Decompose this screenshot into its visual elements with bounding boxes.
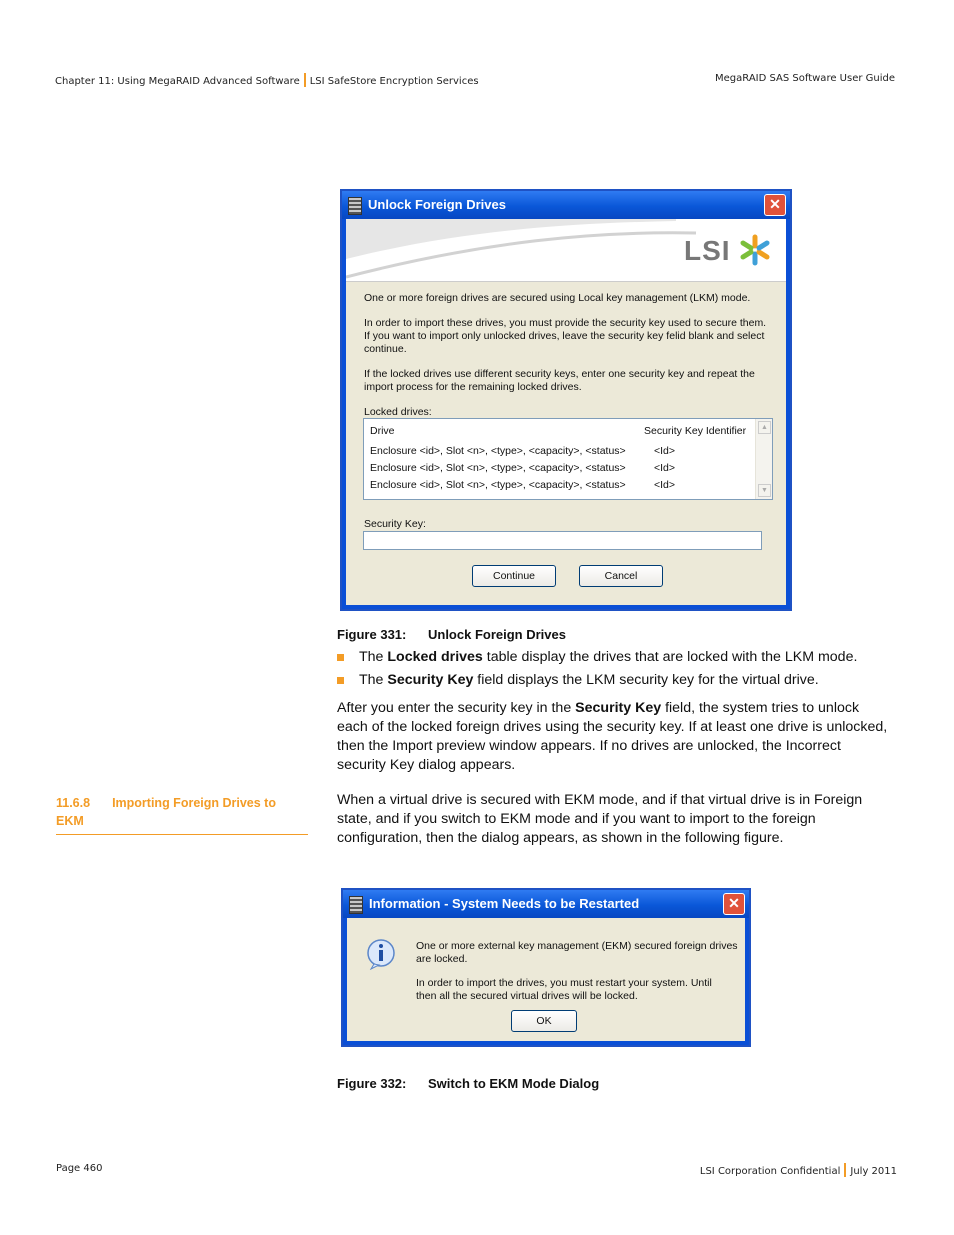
page-footer-right — [700, 1163, 897, 1177]
header-section: LSI SafeStore Encryption Services — [309, 76, 479, 87]
dialog-title: Unlock Foreign Drives — [368, 197, 506, 212]
scroll-down-arrow-icon[interactable]: ▼ — [758, 484, 771, 497]
continue-button[interactable]: Continue — [472, 565, 556, 587]
figure-number: Figure 331: — [337, 627, 407, 642]
table-scrollbar[interactable] — [755, 419, 772, 499]
footer-company: LSI Corporation Confidential — [699, 1166, 841, 1177]
restart-required-dialog — [341, 888, 751, 1047]
bullet-locked-drives — [359, 648, 857, 667]
locked-drives-label: Locked drives: — [364, 406, 432, 418]
restart-message — [416, 977, 712, 1003]
figure-title: Unlock Foreign Drives — [427, 627, 566, 642]
import-instructions — [364, 317, 774, 356]
figure-332-caption — [337, 1076, 599, 1091]
ok-button[interactable]: OK — [511, 1010, 577, 1032]
section-title-line2: EKM — [56, 814, 84, 828]
figure-331-caption — [337, 627, 566, 642]
paragraph-line: each of the locked foreign drives using the security key. If at least one drive is unlocked, — [337, 719, 888, 735]
security-key-input[interactable] — [363, 531, 762, 550]
security-key-label: Security Key: — [364, 518, 426, 530]
bullet-marker — [337, 654, 344, 661]
different-keys-line1: If the locked drives use different security keys, enter one security key and repeat the — [364, 368, 755, 380]
cancel-button[interactable]: Cancel — [579, 565, 663, 587]
close-button[interactable]: ✕ — [764, 194, 786, 216]
figure-title: Switch to EKM Mode Dialog — [427, 1076, 600, 1091]
dialog-title: Information - System Needs to be Restarted — [369, 896, 640, 911]
ekm-paragraph — [337, 791, 862, 848]
paragraph-line: configuration, then the dialog appears, as shown in the following figure. — [337, 830, 784, 846]
paragraph-line: security Key dialog appears. — [337, 757, 516, 773]
server-icon — [348, 197, 362, 215]
row-drive: Enclosure <id>, Slot <n>, <type>, <capacity>, <status> — [370, 479, 626, 491]
header-guide-title: MegaRAID SAS Software User Guide — [715, 73, 895, 84]
header-separator — [304, 73, 306, 87]
message-line: In order to import the drives, you must restart your system. Until — [416, 977, 712, 989]
import-instructions-line2: If you want to import only unlocked drives, leave the security key felid blank and select — [364, 330, 765, 342]
import-instructions-line3: continue. — [364, 343, 407, 355]
table-header — [370, 425, 747, 437]
different-keys-line2: import process for the remaining locked drives. — [364, 381, 582, 393]
footer-date: July 2011 — [850, 1166, 897, 1177]
section-number: 11.6.8 — [56, 796, 91, 810]
unlock-foreign-drives-dialog — [340, 189, 792, 611]
row-key-id: <Id> — [654, 462, 676, 474]
row-key-id: <Id> — [654, 445, 676, 457]
bullet-text: field displays the LKM security key for the virtual drive. — [473, 672, 819, 688]
bullet-text: The — [359, 672, 388, 688]
lkm-intro-text: One or more foreign drives are secured using Local key management (LKM) mode. — [364, 292, 751, 304]
server-icon — [349, 896, 363, 914]
paragraph-bold: Security Key — [575, 700, 662, 716]
page-number: Page 460 — [56, 1163, 103, 1174]
column-header-drive[interactable]: Drive — [370, 425, 395, 437]
paragraph-line: then the Import preview window appears. If no drives are unlocked, the Incorrect — [337, 738, 841, 754]
figure-number: Figure 332: — [337, 1076, 407, 1091]
message-line: One or more external key management (EKM) secured foreign drives — [416, 940, 738, 952]
import-instructions-line1: In order to import these drives, you must provide the security key used to secure them. — [364, 317, 767, 329]
unlock-paragraph — [337, 699, 887, 775]
row-key-id: <Id> — [654, 479, 676, 491]
dialog-body — [347, 918, 745, 1041]
section-title: Importing Foreign Drives to — [112, 796, 276, 810]
scroll-up-arrow-icon[interactable]: ▲ — [758, 421, 771, 434]
dialog-titlebar — [343, 890, 749, 918]
section-heading — [56, 793, 308, 835]
bullet-bold: Security Key — [387, 672, 474, 688]
page-header-left — [55, 73, 479, 87]
row-drive: Enclosure <id>, Slot <n>, <type>, <capacity>, <status> — [370, 445, 626, 457]
table-row[interactable] — [370, 479, 676, 491]
message-line: are locked. — [416, 953, 468, 965]
dialog-body — [346, 219, 786, 605]
close-button[interactable]: ✕ — [723, 893, 745, 915]
bullet-marker — [337, 677, 344, 684]
paragraph-line: state, and if you switch to EKM mode and if you want to import to the foreign — [337, 811, 816, 827]
bullet-text: table display the drives that are locked with the LKM mode. — [482, 649, 858, 665]
table-row[interactable] — [370, 445, 676, 457]
lsi-logo: LSI — [684, 235, 731, 266]
row-drive: Enclosure <id>, Slot <n>, <type>, <capacity>, <status> — [370, 462, 626, 474]
paragraph-text: field, the system tries to unlock — [661, 700, 860, 716]
paragraph-line: When a virtual drive is secured with EKM mode, and if that virtual drive is in Foreign — [337, 792, 863, 808]
bullet-text: The — [359, 649, 388, 665]
banner — [346, 219, 786, 282]
locked-drives-table[interactable] — [363, 418, 773, 500]
table-row[interactable] — [370, 462, 676, 474]
message-line: then all the secured virtual drives will be locked. — [416, 990, 638, 1002]
info-icon — [365, 938, 397, 970]
lsi-logo-icon — [738, 233, 774, 267]
bullet-security-key — [359, 671, 819, 690]
dialog-titlebar — [342, 191, 790, 219]
ekm-locked-message — [416, 940, 738, 966]
bullet-bold: Locked drives — [387, 649, 483, 665]
column-header-security-key[interactable]: Security Key Identifier — [644, 425, 747, 437]
different-keys-text — [364, 368, 774, 394]
header-chapter: Chapter 11: Using MegaRAID Advanced Software — [55, 76, 300, 87]
footer-separator — [844, 1163, 846, 1177]
paragraph-text: After you enter the security key in the — [337, 700, 576, 716]
